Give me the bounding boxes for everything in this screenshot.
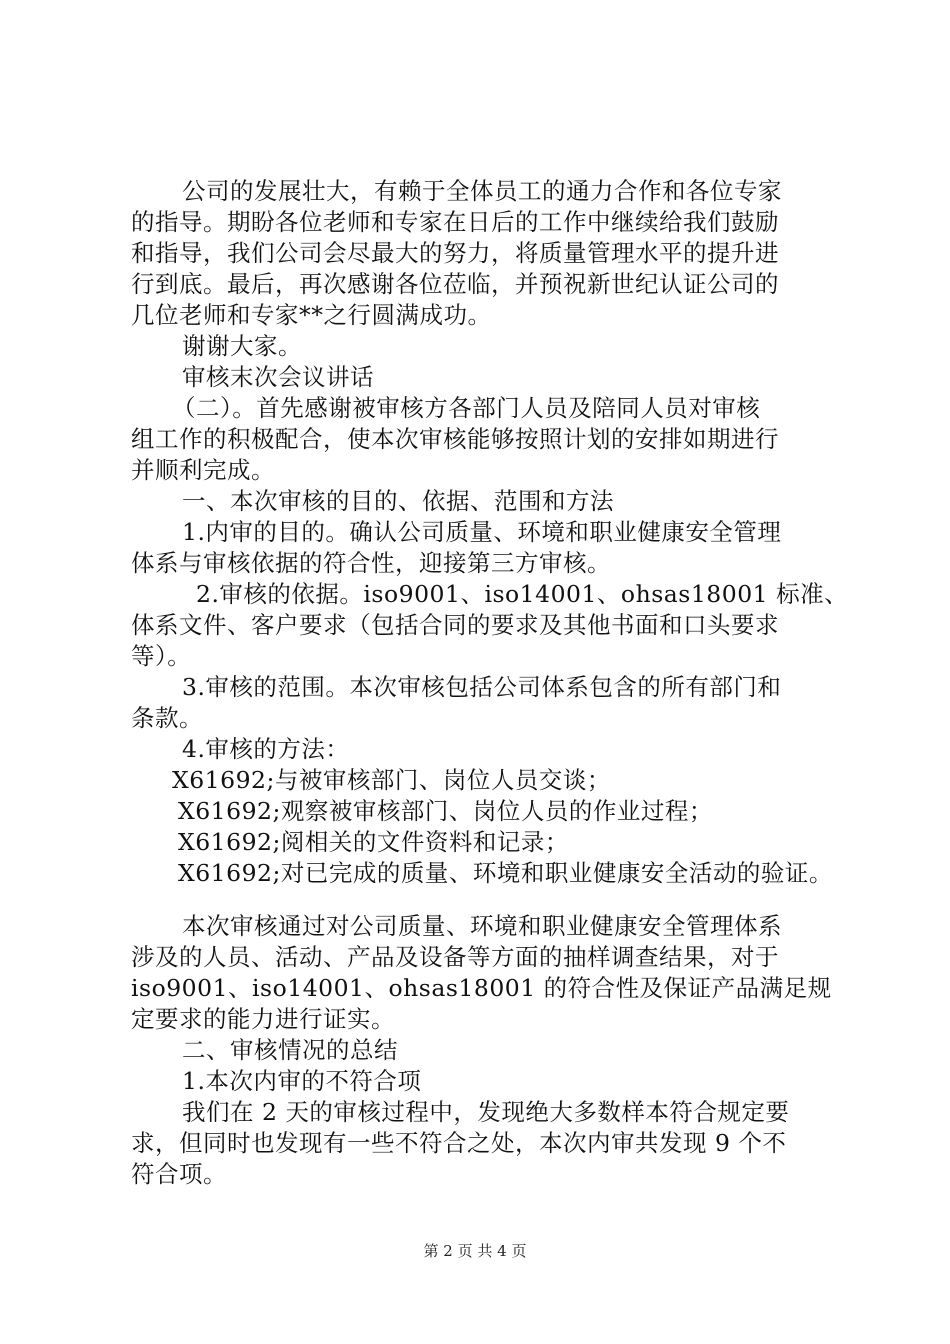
paragraph-line: 条款。 (131, 704, 203, 732)
paragraph-line: 3.审核的范围。本次审核包括公司体系包含的所有部门和 (182, 673, 782, 701)
paragraph-line: 定要求的能力进行证实。 (131, 1005, 395, 1033)
paragraph-line: 4.审核的方法： (182, 735, 350, 763)
paragraph-line: 体系文件、客户要求（包括合同的要求及其他书面和口头要求 (131, 611, 779, 639)
paragraph-line: 几位老师和专家**之行圆满成功。 (131, 301, 492, 329)
subsection-heading: 1.本次内审的不符合项 (182, 1067, 422, 1095)
paragraph-line: 公司的发展壮大，有赖于全体员工的通力合作和各位专家 (182, 177, 782, 205)
section-heading: 二、审核情况的总结 (182, 1036, 398, 1064)
paragraph-line: 等）。 (131, 642, 192, 670)
section-title: 审核末次会议讲话 (182, 363, 374, 391)
paragraph-line: 行到底。最后，再次感谢各位莅临，并预祝新世纪认证公司的 (131, 270, 779, 298)
list-item: X61692;阅相关的文件资料和记录； (178, 828, 569, 856)
paragraph-line: 谢谢大家。 (182, 332, 302, 360)
paragraph-line: 求，但同时也发现有一些不符合之处，本次内审共发现 9 个不 (131, 1129, 787, 1157)
paragraph-line: 涉及的人员、活动、产品及设备等方面的抽样调查结果，对于 (131, 943, 779, 971)
paragraph-line: （二）。首先感谢被审核方各部门人员及陪同人员对审核 (172, 394, 761, 422)
paragraph-line: 我们在 2 天的审核过程中，发现绝大多数样本符合规定要 (182, 1098, 790, 1126)
page-number-footer: 第 2 页 共 4 页 (423, 1242, 527, 1260)
paragraph-line: iso9001、iso14001、ohsas18001 的符合性及保证产品满足规 (131, 974, 832, 1002)
paragraph-line: 体系与审核依据的符合性，迎接第三方审核。 (131, 549, 611, 577)
list-item: X61692;对已完成的质量、环境和职业健康安全活动的验证。 (178, 859, 833, 887)
section-heading: 一、本次审核的目的、依据、范围和方法 (182, 487, 614, 515)
paragraph-line: 1.内审的目的。确认公司质量、环境和职业健康安全管理 (182, 518, 782, 546)
list-item: X61692;与被审核部门、岗位人员交谈； (172, 766, 611, 794)
paragraph-line: 组工作的积极配合，使本次审核能够按照计划的安排如期进行 (131, 425, 779, 453)
paragraph-line: 符合项。 (131, 1160, 227, 1188)
paragraph-line: 的指导。期盼各位老师和专家在日后的工作中继续给我们鼓励 (131, 208, 779, 236)
paragraph-line: 并顺利完成。 (131, 456, 275, 484)
paragraph-line: 本次审核通过对公司质量、环境和职业健康安全管理体系 (182, 912, 782, 940)
list-item: X61692;观察被审核部门、岗位人员的作业过程； (178, 797, 713, 825)
paragraph-line: 2.审核的依据。iso9001、iso14001、ohsas18001 标准、 (196, 580, 849, 608)
paragraph-line: 和指导，我们公司会尽最大的努力，将质量管理水平的提升进 (131, 239, 779, 267)
